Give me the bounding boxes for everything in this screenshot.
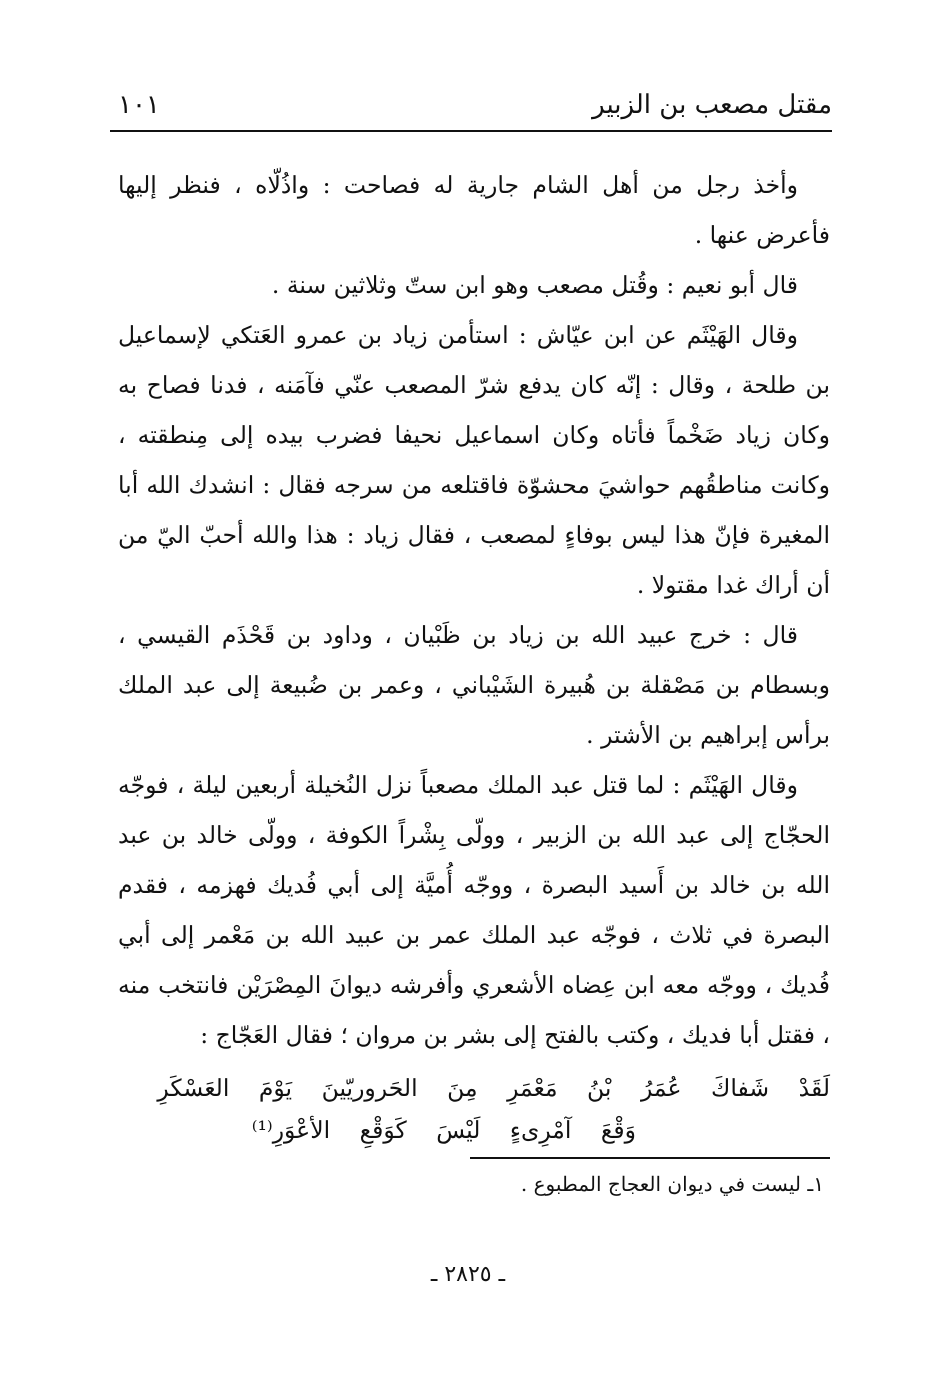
verse-word: لَقَدْ bbox=[798, 1074, 830, 1102]
verse-word: كَوَقْعِ bbox=[359, 1116, 407, 1144]
verse-word: وَقْعَ bbox=[600, 1116, 636, 1144]
poem-verse-line-1 bbox=[150, 1068, 830, 1108]
verse-word: الأعْوَرِ⁽¹⁾ bbox=[251, 1116, 331, 1144]
page-number: ١٠١ bbox=[118, 90, 160, 120]
main-text bbox=[118, 160, 830, 1060]
folio-number: ـ ٢٨٢٥ ـ bbox=[430, 1262, 506, 1287]
verse-word: آمْرِىءٍ bbox=[509, 1116, 572, 1144]
poem-verse-line-2 bbox=[230, 1110, 636, 1150]
footnote: ١ـ ليست في ديوان العجاج المطبوع . bbox=[520, 1172, 824, 1196]
verse-word: عُمَرُ bbox=[640, 1074, 682, 1102]
verse-word: بْنُ bbox=[587, 1074, 612, 1102]
verse-word: الحَروريّينَ bbox=[321, 1074, 418, 1102]
verse-word: مَعْمَرِ bbox=[507, 1074, 558, 1102]
paragraph: قال أبو نعيم : وقُتل مصعب وهو ابن ستّ وثلاثين سنة . bbox=[271, 271, 798, 299]
paragraph: قال : خرج عبيد الله بن زياد بن ظَبْيان ، وداود بن قَحْذَم القيسي ، وبسطام بن مَصْقلة بن هُبيرة الشَيْباني ، وعمر بن ضُبيعة إلى عبد الملك برأس إبراهيم بن الأشتر . bbox=[118, 621, 830, 749]
verse-word: يَوْمَ bbox=[258, 1074, 293, 1102]
paragraph: وقال الهَيْثَم عن ابن عيّاش : استأمن زياد بن عمرو العَتكي لإسماعيل بن طلحة ، وقال : إنّه كان يدفع شرّ المصعب عنّي فآمَنه ، فدنا فصاح به وكان زياد ضَخْماً فأتاه وكان اسماعيل نحيفا فضرب بيده إلى مِنطقته ، وكانت مناطقُهم حواشيَ محشوّة فاقتلعه من سرجه فقال : انشدك الله أبا المغيرة فإنّ هذا ليس بوفاءٍ لمصعب ، فقال زياد : هذا والله أحبّ اليّ من أن أراك غدا مقتولا . bbox=[118, 321, 830, 599]
paragraph: وقال الهَيْثَم : لما قتل عبد الملك مصعباً نزل النُخيلة أربعين ليلة ، فوجّه الحجّاج إلى عبد الله بن الزبير ، وولّى بِشْراً الكوفة ، وولّى خالد بن عبد الله بن خالد بن أَسيد البصرة ، ووجّه أُميَّة إلى أبي فُديك فهزمه ، فقدم البصرة في ثلاث ، فوجّه عبد الملك عمر بن عبيد الله بن مَعْمر إلى أبي فُديك ، ووجّه معه ابن عِضاه الأشعري وأفرشه ديوانَ المِصْرَيْن فانتخب منه ، فقتل أبا فديك ، وكتب بالفتح إلى بشر بن مروان ؛ فقال العَجّاج : bbox=[118, 771, 830, 1049]
verse-word: شَفاكَ bbox=[711, 1074, 770, 1102]
chapter-title: مقتل مصعب بن الزبير bbox=[592, 90, 832, 120]
footnote-divider bbox=[470, 1157, 830, 1159]
verse-word: مِنَ bbox=[447, 1074, 478, 1102]
paragraph: وأخذ رجل من أهل الشام جارية له فصاحت : واذُلّاه ، فنظر إليها فأعرض عنها . bbox=[118, 171, 830, 249]
verse-word: العَسْكَرِ bbox=[157, 1074, 230, 1102]
running-header bbox=[110, 88, 832, 132]
verse-word: لَيْسَ bbox=[436, 1116, 481, 1144]
